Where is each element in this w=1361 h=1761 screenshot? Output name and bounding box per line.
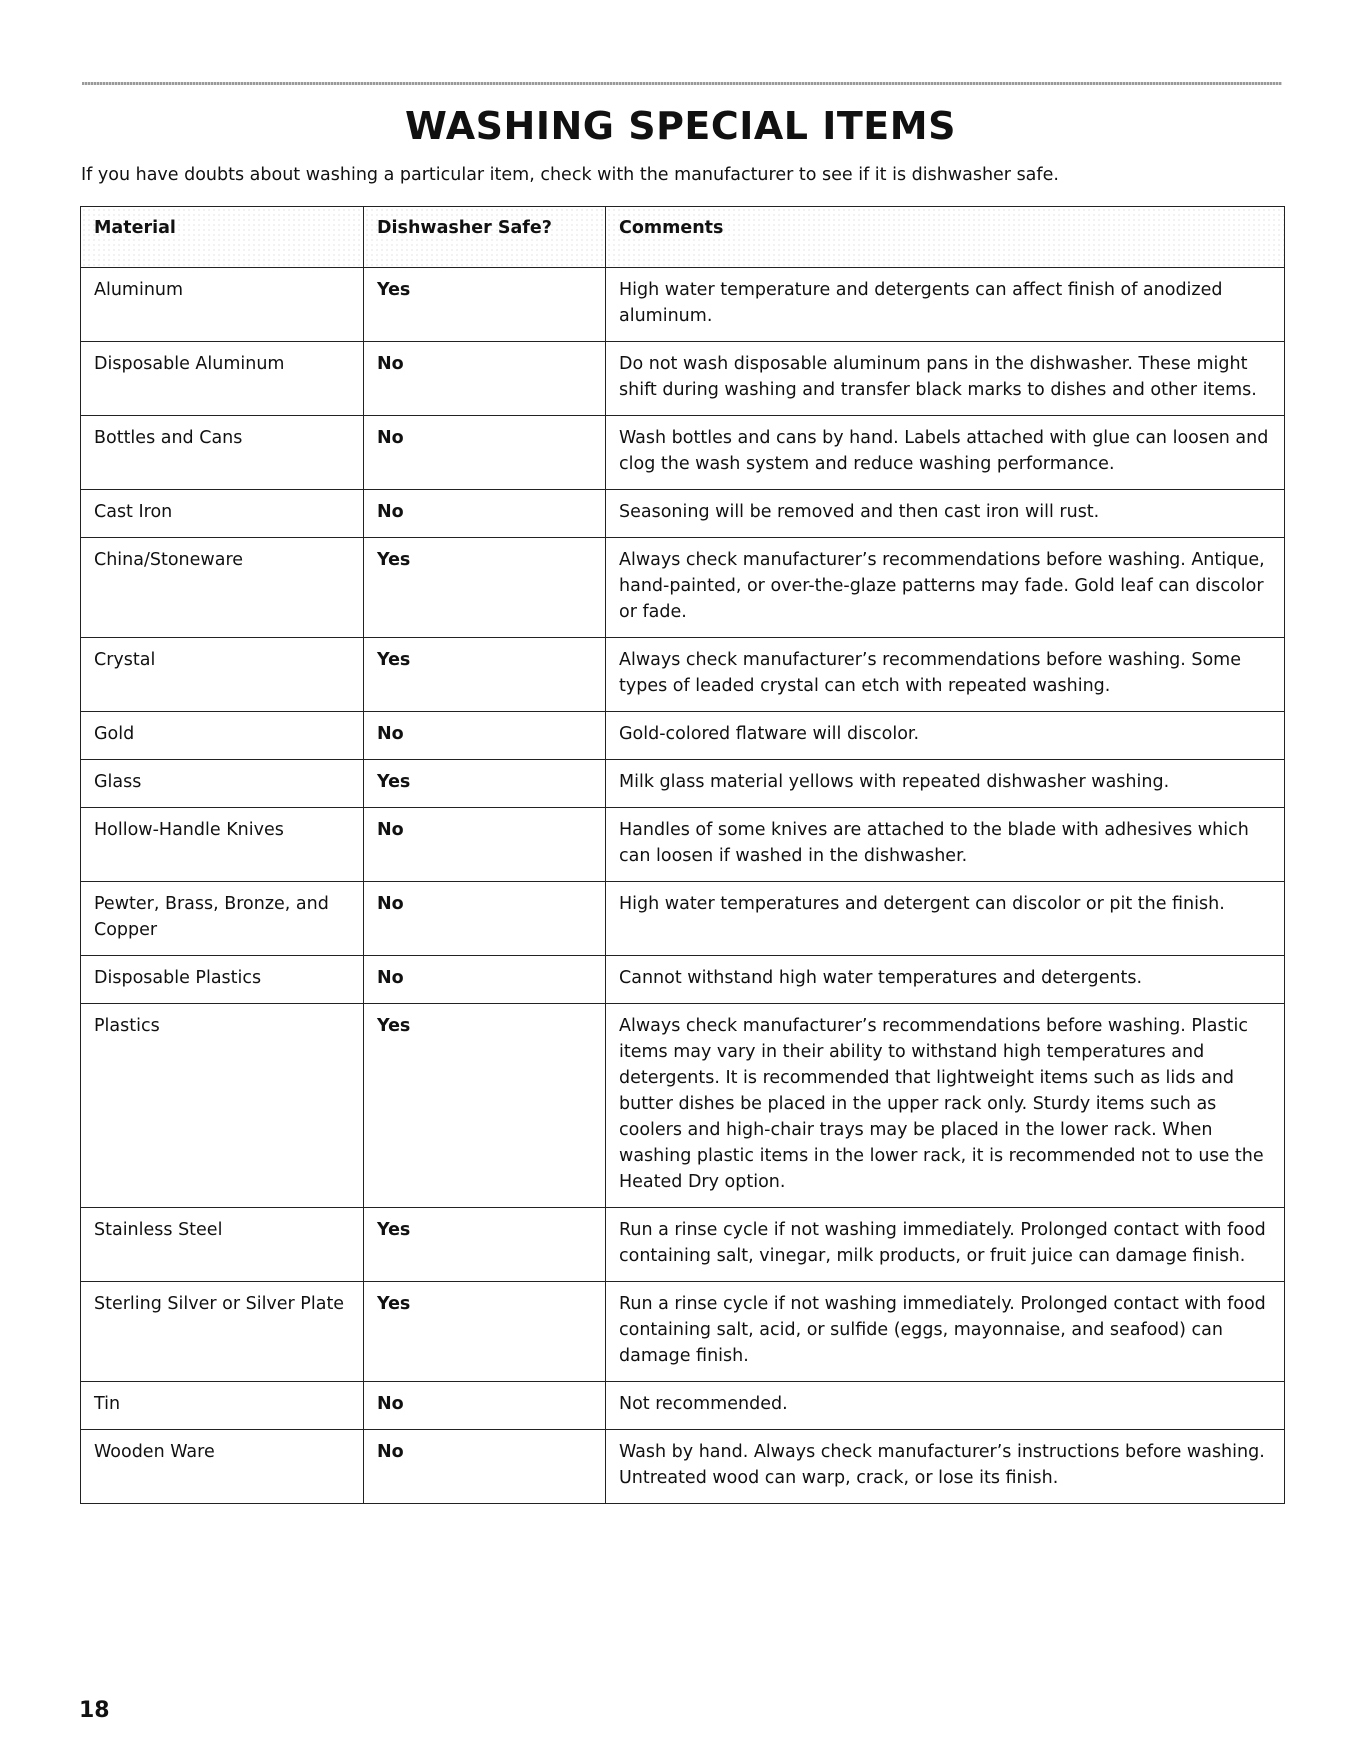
material-cell: Cast Iron	[81, 490, 364, 538]
comments-cell: Handles of some knives are attached to the blade with adhesives which can loosen if washed in the dishwasher.	[606, 808, 1285, 882]
safe-cell: No	[364, 882, 606, 956]
safe-cell: No	[364, 1382, 606, 1430]
header-material: Material	[81, 207, 364, 268]
safe-cell: Yes	[364, 760, 606, 808]
table-row	[81, 416, 1285, 490]
safe-cell: No	[364, 416, 606, 490]
table-row	[81, 638, 1285, 712]
material-cell: Gold	[81, 712, 364, 760]
safe-cell: No	[364, 490, 606, 538]
safe-cell: Yes	[364, 1282, 606, 1382]
comments-cell: Always check manufacturer’s recommendations before washing. Plastic items may vary in their ability to withstand high temperatures and detergents. It is recommended that lightweight items such as lids and butter dishes be placed in the upper rack only. Sturdy items such as coolers and high-chair trays may be placed in the lower rack. When washing plastic items in the lower rack, it is recommended not to use the Heated Dry option.	[606, 1004, 1285, 1208]
material-cell: Aluminum	[81, 268, 364, 342]
safe-cell: Yes	[364, 638, 606, 712]
safe-cell: No	[364, 712, 606, 760]
comments-cell: High water temperatures and detergent can discolor or pit the finish.	[606, 882, 1285, 956]
material-cell: Hollow-Handle Knives	[81, 808, 364, 882]
page-number: 18	[79, 1698, 110, 1723]
safe-cell: No	[364, 808, 606, 882]
material-cell: Plastics	[81, 1004, 364, 1208]
comments-cell: Not recommended.	[606, 1382, 1285, 1430]
safe-cell: Yes	[364, 268, 606, 342]
comments-cell: Wash bottles and cans by hand. Labels attached with glue can loosen and clog the wash system and reduce washing performance.	[606, 416, 1285, 490]
table-row	[81, 268, 1285, 342]
material-cell: Glass	[81, 760, 364, 808]
comments-cell: Always check manufacturer’s recommendations before washing. Some types of leaded crystal can etch with repeated washing.	[606, 638, 1285, 712]
table-row	[81, 1430, 1285, 1504]
special-items-table	[80, 206, 1285, 1504]
table-row	[81, 760, 1285, 808]
material-cell: China/Stoneware	[81, 538, 364, 638]
safe-cell: No	[364, 956, 606, 1004]
comments-cell: Always check manufacturer’s recommendations before washing. Antique, hand-painted, or over-the-glaze patterns may fade. Gold leaf can discolor or fade.	[606, 538, 1285, 638]
material-cell: Stainless Steel	[81, 1208, 364, 1282]
table-row	[81, 808, 1285, 882]
comments-cell: Wash by hand. Always check manufacturer’s instructions before washing. Untreated wood can warp, crack, or lose its finish.	[606, 1430, 1285, 1504]
table-row	[81, 490, 1285, 538]
table-row	[81, 956, 1285, 1004]
material-cell: Crystal	[81, 638, 364, 712]
table-row	[81, 1382, 1285, 1430]
comments-cell: Seasoning will be removed and then cast iron will rust.	[606, 490, 1285, 538]
comments-cell: Gold-colored flatware will discolor.	[606, 712, 1285, 760]
table-header-row	[81, 207, 1285, 268]
comments-cell: High water temperature and detergents can affect finish of anodized aluminum.	[606, 268, 1285, 342]
table-row	[81, 1282, 1285, 1382]
material-cell: Pewter, Brass, Bronze, and Copper	[81, 882, 364, 956]
header-comments: Comments	[606, 207, 1285, 268]
top-rule	[82, 82, 1282, 85]
material-cell: Tin	[81, 1382, 364, 1430]
safe-cell: Yes	[364, 538, 606, 638]
material-cell: Bottles and Cans	[81, 416, 364, 490]
material-cell: Wooden Ware	[81, 1430, 364, 1504]
comments-cell: Cannot withstand high water temperatures and detergents.	[606, 956, 1285, 1004]
safe-cell: Yes	[364, 1208, 606, 1282]
table-row	[81, 342, 1285, 416]
intro-text: If you have doubts about washing a particular item, check with the manufacturer to see if it is dishwasher safe.	[81, 165, 1059, 185]
comments-cell: Run a rinse cycle if not washing immediately. Prolonged contact with food containing salt, acid, or sulfide (eggs, mayonnaise, and seafood) can damage finish.	[606, 1282, 1285, 1382]
table-row	[81, 538, 1285, 638]
safe-cell: No	[364, 342, 606, 416]
table-row	[81, 712, 1285, 760]
header-dishwasher-safe: Dishwasher Safe?	[364, 207, 606, 268]
page-title: WASHING SPECIAL ITEMS	[405, 104, 956, 148]
table-row	[81, 1004, 1285, 1208]
comments-cell: Run a rinse cycle if not washing immediately. Prolonged contact with food containing salt, vinegar, milk products, or fruit juice can damage finish.	[606, 1208, 1285, 1282]
material-cell: Sterling Silver or Silver Plate	[81, 1282, 364, 1382]
table-row	[81, 1208, 1285, 1282]
table-row	[81, 882, 1285, 956]
material-cell: Disposable Plastics	[81, 956, 364, 1004]
comments-cell: Milk glass material yellows with repeated dishwasher washing.	[606, 760, 1285, 808]
material-cell: Disposable Aluminum	[81, 342, 364, 416]
safe-cell: Yes	[364, 1004, 606, 1208]
safe-cell: No	[364, 1430, 606, 1504]
comments-cell: Do not wash disposable aluminum pans in the dishwasher. These might shift during washing and transfer black marks to dishes and other items.	[606, 342, 1285, 416]
